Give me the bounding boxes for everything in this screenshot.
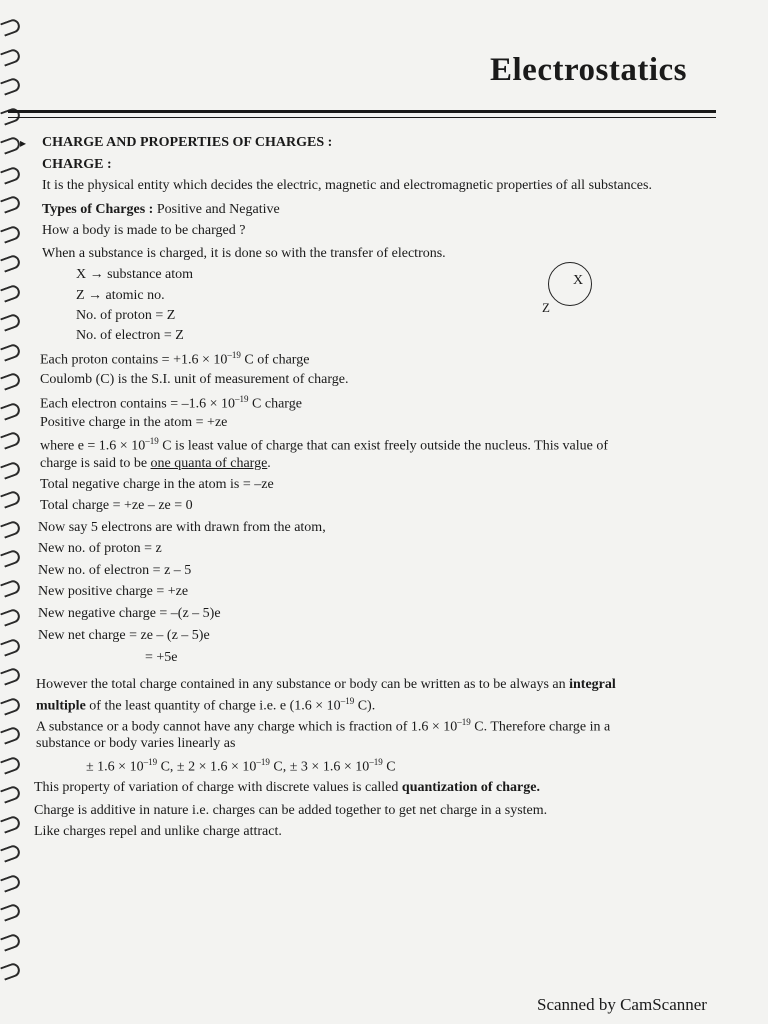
- text-run: Positive and Negative: [153, 202, 280, 217]
- text-line: [42, 223, 245, 239]
- text-run: Like charges repel and unlike charge attract.: [34, 824, 282, 839]
- text-line: [145, 650, 178, 666]
- atom-center-label: X: [573, 273, 584, 288]
- spiral-ring: [0, 784, 22, 803]
- text-line: [40, 456, 271, 472]
- page-title: Electrostatics: [490, 52, 687, 88]
- text-line: [38, 563, 191, 579]
- text-line: [36, 696, 375, 715]
- title-rule: [8, 110, 716, 113]
- text-run: –19: [256, 757, 270, 767]
- text-line: [38, 584, 188, 600]
- text-line: [40, 498, 193, 514]
- text-run: It is the physical entity which decides the electric, magnetic and electromagnetic properties of all substances.: [42, 178, 652, 193]
- text-run: substance or body varies linearly as: [36, 736, 236, 751]
- spiral-ring: [0, 76, 22, 95]
- text-run: charge is said to be: [40, 456, 151, 471]
- spiral-ring: [0, 489, 22, 508]
- spiral-ring: [0, 755, 22, 774]
- text-line: [76, 308, 175, 324]
- text-run: CHARGE AND PROPERTIES OF CHARGES :: [42, 135, 333, 150]
- text-line: [36, 677, 616, 693]
- text-run: –19: [457, 717, 471, 727]
- text-run: X → substance atom: [76, 267, 194, 282]
- text-run: However the total charge contained in any substance or body can be written as to be always an: [36, 677, 570, 692]
- text-run: integral: [569, 677, 616, 692]
- text-run: New positive charge = +ze: [38, 584, 189, 599]
- spiral-ring: [0, 283, 22, 302]
- scanner-watermark: Scanned by CamScanner: [537, 995, 707, 1014]
- text-run: C of charge: [240, 352, 310, 368]
- spiral-ring: [0, 371, 22, 390]
- spiral-ring: [0, 607, 22, 626]
- text-line: [34, 780, 540, 796]
- text-line: [42, 202, 280, 218]
- spiral-ring: [0, 843, 22, 862]
- spiral-ring: [0, 902, 22, 921]
- text-run: No. of proton = Z: [76, 308, 176, 323]
- spiral-ring: [0, 548, 22, 567]
- text-line: [76, 328, 184, 344]
- text-run: No. of electron = Z: [76, 328, 184, 343]
- text-run: –19: [235, 394, 249, 404]
- spiral-ring: [0, 135, 22, 154]
- text-run: C: [382, 759, 396, 775]
- text-run: –19: [369, 757, 383, 767]
- text-run: C is least value of charge that can exist freely outside the nucleus. This value of: [158, 438, 609, 454]
- spiral-ring: [0, 666, 22, 685]
- spiral-ring: [0, 312, 22, 331]
- spiral-ring: [0, 637, 22, 656]
- text-line: [36, 736, 235, 752]
- text-run: New net charge = ze – (z – 5)e: [38, 628, 210, 643]
- text-run: Z → atomic no.: [76, 288, 165, 303]
- text-run: Charge is additive in nature i.e. charges can be added together to get net charge in a system.: [34, 803, 548, 818]
- text-run: This property of variation of charge with discrete values is called: [34, 780, 402, 795]
- text-line: [42, 178, 652, 194]
- spiral-ring: [0, 194, 22, 213]
- text-line: [76, 288, 165, 304]
- text-line: [42, 135, 332, 151]
- text-line: [34, 803, 547, 819]
- text-line: [42, 157, 112, 173]
- text-line: [38, 541, 162, 557]
- spiral-ring: [0, 873, 22, 892]
- spiral-ring: [0, 47, 22, 66]
- text-run: Total charge = +ze – ze = 0: [40, 498, 193, 513]
- spiral-ring: [0, 342, 22, 361]
- text-run: Total negative charge in the atom is = –ze: [40, 477, 274, 492]
- spiral-ring: [0, 17, 22, 36]
- atomic-number-label: Z: [542, 300, 550, 315]
- text-line: [40, 350, 309, 369]
- text-run: Types of Charges :: [42, 202, 154, 217]
- text-run: of the least quantity of charge i.e. e (1.6 × 10: [85, 698, 341, 714]
- text-run: New no. of proton = z: [38, 541, 162, 556]
- text-run: C, ± 3 × 1.6 × 10: [269, 759, 370, 775]
- spiral-ring: [0, 578, 22, 597]
- text-run: ± 1.6 × 10: [86, 759, 144, 775]
- text-run: C, ± 2 × 1.6 × 10: [157, 759, 257, 775]
- text-run: = +5e: [145, 650, 178, 665]
- text-run: New no. of electron = z – 5: [38, 563, 192, 578]
- spiral-ring: [0, 460, 22, 479]
- text-run: quantization of charge.: [401, 780, 540, 795]
- text-line: [40, 436, 608, 455]
- text-run: How a body is made to be charged ?: [42, 223, 246, 238]
- spiral-ring: [0, 165, 22, 184]
- text-run: A substance or a body cannot have any charge which is fraction of 1.6 × 10: [36, 719, 458, 735]
- text-run: When a substance is charged, it is done so with the transfer of electrons.: [42, 246, 446, 261]
- text-run: where e = 1.6 × 10: [40, 438, 146, 454]
- text-run: .: [267, 456, 271, 471]
- spiral-ring: [0, 814, 22, 833]
- title-rule-thin: [8, 117, 716, 118]
- text-run: –19: [143, 757, 158, 767]
- text-line: [76, 267, 193, 283]
- text-run: C).: [354, 698, 376, 714]
- text-run: Each electron contains = –1.6 × 10: [40, 396, 236, 412]
- text-line: [34, 824, 282, 840]
- text-run: one quanta of charge: [150, 456, 268, 471]
- text-run: Positive charge in the atom = +ze: [40, 415, 228, 430]
- text-run: –19: [227, 350, 241, 360]
- spiral-ring: [0, 224, 22, 243]
- spiral-ring: [0, 401, 22, 420]
- text-run: –19: [340, 696, 355, 706]
- spiral-ring: [0, 961, 22, 980]
- spiral-ring: [0, 106, 22, 125]
- spiral-ring: [0, 253, 22, 272]
- text-run: Now say 5 electrons are with drawn from the atom,: [38, 520, 326, 535]
- text-line: [40, 372, 348, 388]
- atom-diagram: [548, 262, 592, 306]
- text-run: CHARGE :: [42, 157, 112, 172]
- text-run: New negative charge = –(z – 5)e: [38, 606, 221, 621]
- spiral-ring: [0, 430, 22, 449]
- text-run: Coulomb (C) is the S.I. unit of measurement of charge.: [40, 372, 349, 387]
- text-run: C. Therefore charge in a: [470, 719, 611, 735]
- text-line: [36, 717, 610, 736]
- text-line: [42, 246, 446, 262]
- spiral-ring: [0, 725, 22, 744]
- spiral-ring: [0, 519, 22, 538]
- text-run: –19: [145, 436, 159, 446]
- text-run: Each proton contains = +1.6 × 10: [40, 352, 228, 368]
- text-run: C charge: [248, 396, 302, 412]
- text-line: [38, 520, 326, 536]
- text-line: [38, 606, 221, 622]
- text-line: [40, 415, 227, 431]
- spiral-ring: [0, 932, 22, 951]
- arrow-bullet-icon: ▸: [20, 136, 27, 150]
- text-run: multiple: [36, 698, 86, 714]
- text-line: [86, 757, 396, 776]
- spiral-ring: [0, 696, 22, 715]
- text-line: [40, 477, 274, 493]
- text-line: [38, 628, 210, 644]
- text-line: [40, 394, 302, 413]
